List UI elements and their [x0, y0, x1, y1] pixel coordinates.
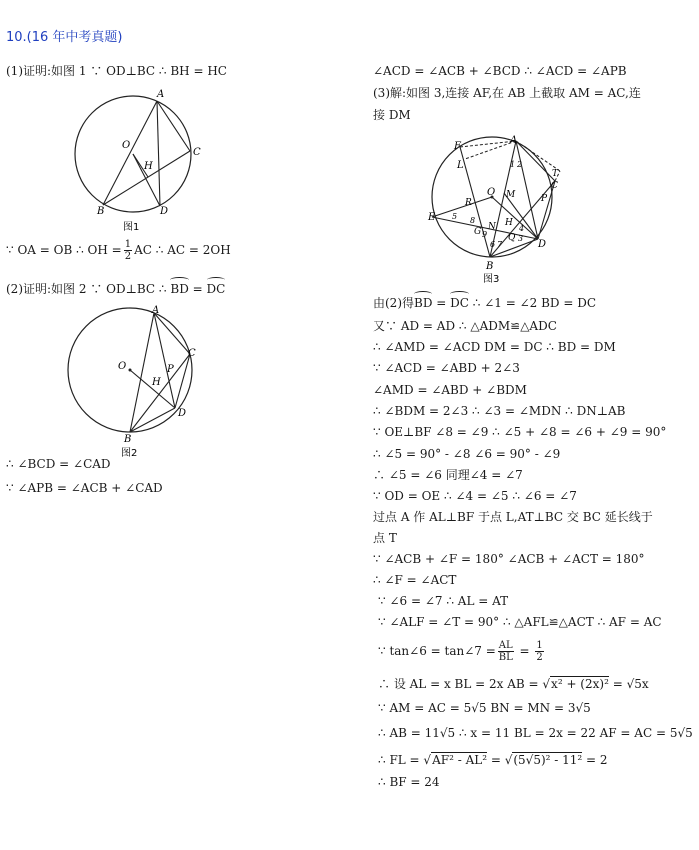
- label-R: R: [465, 198, 472, 208]
- part3-line-6: ∵ ∠ACD = ∠ABD + 2∠3: [373, 361, 520, 375]
- label-M: M: [506, 190, 516, 200]
- part3-line-24: ∴ BF = 24: [378, 775, 440, 789]
- proof2-line-4: ∠ACD = ∠ACB + ∠BCD ∴ ∠ACD = ∠APB: [373, 64, 627, 78]
- proof1-conclusion: ∵ OA = OB ∴ OH = $\frac{1}{2}$ AC ∴ AC = 2OH: [6, 239, 231, 262]
- label-1: 1: [510, 160, 516, 169]
- label-P: P: [167, 364, 174, 375]
- label-D: D: [160, 206, 169, 217]
- label-N: N: [488, 222, 496, 232]
- part3-line-21: ∵ AM = AC = 5√5 BN = MN = 3√5: [378, 701, 591, 715]
- part3-line-3: 由(2)得BD = DC ∴ ∠1 = ∠2 BD = DC: [373, 296, 597, 310]
- part3-line-15: ∵ ∠ACB + ∠F = 180° ∠ACB + ∠ACT = 180°: [373, 552, 645, 566]
- label-L: L: [457, 160, 464, 171]
- part3-line-19: ∵ tan∠6 = tan∠7 = $\frac{AL}{BL}$ = $\frac{1}{2}$: [378, 640, 543, 663]
- tan-fraction-2: $\frac{1}{2}$: [536, 640, 543, 663]
- part3-line-2: 接 DM: [373, 108, 411, 122]
- label-3: 3: [518, 234, 524, 243]
- part3-line-23: ∴ FL = √AF² - AL² = √(5√5)² - 11² = 2: [378, 753, 608, 767]
- part3-line-12: ∵ OD = OE ∴ ∠4 = ∠5 ∴ ∠6 = ∠7: [373, 489, 577, 503]
- figure-3: [420, 131, 570, 289]
- label-7: 7: [497, 240, 503, 249]
- figure-3-caption: 图3: [483, 274, 500, 285]
- proof2-line-3: ∵ ∠APB = ∠ACB + ∠CAD: [6, 481, 163, 495]
- part3-line-14: 点 T: [373, 531, 397, 545]
- label-G: G: [474, 227, 482, 237]
- part3-line-7: ∠AMD = ∠ABD + ∠BDM: [373, 383, 527, 397]
- label-B: B: [97, 206, 105, 217]
- label-T: T: [552, 169, 559, 179]
- label-H: H: [152, 377, 161, 388]
- proof2-line-2: ∴ ∠BCD = ∠CAD: [6, 457, 111, 471]
- part3-line-8: ∴ ∠BDM = 2∠3 ∴ ∠3 = ∠MDN ∴ DN⊥AB: [373, 404, 626, 418]
- label-O: O: [487, 187, 496, 198]
- label-C: C: [193, 147, 201, 158]
- part3-line-13: 过点 A 作 AL⊥BF 于点 L,AT⊥BC 交 BC 延长线于: [373, 510, 653, 524]
- label-H: H: [505, 218, 513, 228]
- label-O: O: [118, 361, 127, 372]
- label-B: B: [486, 261, 494, 272]
- label-B: B: [124, 434, 132, 445]
- half-fraction: $\frac{1}{2}$: [124, 239, 132, 262]
- figure-2-caption: 图2: [121, 448, 138, 459]
- label-Q: Q: [508, 233, 516, 243]
- tan-fraction-1: $\frac{AL}{BL}$: [498, 640, 513, 663]
- part3-line-22: ∴ AB = 11√5 ∴ x = 11 BL = 2x = 22 AF = AC = 5√5: [378, 726, 693, 740]
- label-A: A: [510, 135, 518, 146]
- label-2: 2: [517, 160, 523, 169]
- problem-title: 10.(16 年中考真题): [6, 30, 123, 45]
- part3-line-9: ∵ OE⊥BF ∠8 = ∠9 ∴ ∠5 + ∠8 = ∠6 + ∠9 = 90°: [373, 425, 667, 439]
- figure-1-caption: 图1: [123, 222, 140, 233]
- label-9: 9: [482, 230, 488, 239]
- label-O: O: [122, 140, 131, 151]
- part3-line-16: ∴ ∠F = ∠ACT: [373, 573, 457, 587]
- part3-line-1: (3)解:如图 3,连接 AF,在 AB 上截取 AM = AC,连: [373, 86, 641, 100]
- label-C: C: [551, 181, 558, 191]
- label-A: A: [152, 305, 160, 316]
- label-8: 8: [470, 216, 476, 225]
- label-6: 6: [490, 240, 496, 249]
- figure-2: [60, 302, 210, 462]
- proof1-line: (1)证明:如图 1 ∵ OD⊥BC ∴ BH = HC: [6, 64, 227, 78]
- label-H: H: [144, 161, 153, 172]
- label-4: 4: [519, 224, 525, 233]
- part3-line-11: ∴ ∠5 = ∠6 同理∠4 = ∠7: [373, 468, 523, 482]
- proof2-line: (2)证明:如图 2 ∵ OD⊥BC ∴ BD = DC: [6, 282, 226, 296]
- part3-line-20: ∴ 设 AL = x BL = 2x AB = √x² + (2x)² = √5x: [378, 677, 649, 691]
- part3-line-5: ∴ ∠AMD = ∠ACD DM = DC ∴ BD = DM: [373, 340, 616, 354]
- figure-1: [60, 84, 210, 234]
- label-A: A: [157, 89, 165, 100]
- label-D: D: [538, 239, 547, 250]
- part3-line-17: ∵ ∠6 = ∠7 ∴ AL = AT: [378, 594, 509, 608]
- label-P: P: [541, 194, 548, 204]
- part3-line-10: ∴ ∠5 = 90° - ∠8 ∠6 = 90° - ∠9: [373, 447, 561, 461]
- label-D: D: [178, 408, 187, 419]
- label-F: F: [454, 141, 461, 152]
- part3-line-18: ∵ ∠ALF = ∠T = 90° ∴ △AFL≌△ACT ∴ AF = AC: [378, 615, 662, 629]
- part3-line-4: 又∵ AD = AD ∴ △ADM≌△ADC: [373, 319, 557, 333]
- label-E: E: [428, 212, 436, 223]
- label-5: 5: [452, 212, 458, 221]
- label-C: C: [188, 348, 196, 359]
